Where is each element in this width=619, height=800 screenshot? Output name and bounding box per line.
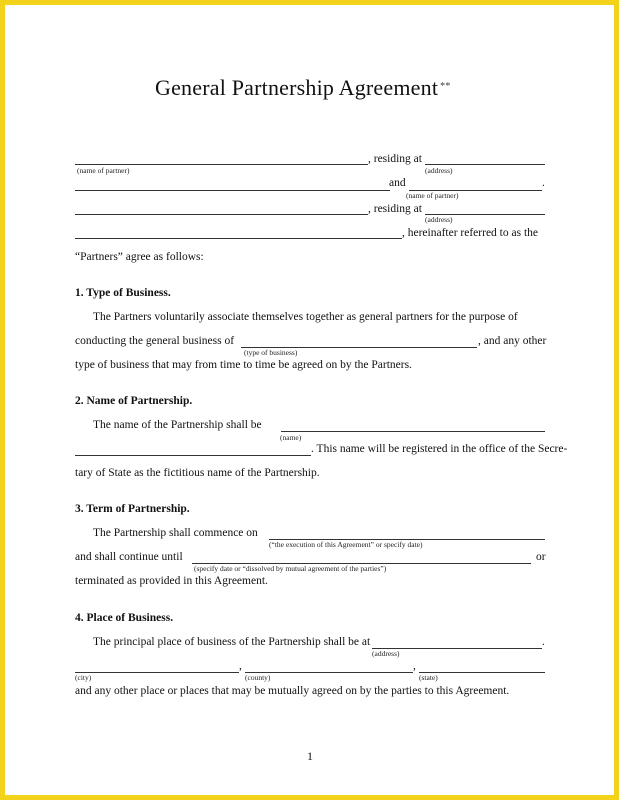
partnership-name-line-2-blank[interactable] [75,455,311,456]
county-label: (county) [245,673,271,682]
section-4-line-3: and any other place or places that may be mutually agreed on by the parties to this Agreement. [75,685,510,697]
section-3-heading: 3. Term of Partnership. [75,503,190,515]
name-label: (name) [280,433,302,442]
partner-2-line-blank[interactable] [75,214,368,215]
partner-1-address-blank[interactable] [425,164,545,165]
city-blank[interactable] [75,672,239,673]
section-1-line-3: type of business that may from time to time be agreed on by the Partners. [75,359,412,371]
partner-1-address-line-blank[interactable] [75,190,390,191]
partner-1-name-blank[interactable] [75,164,368,165]
section-4-heading: 4. Place of Business. [75,612,174,624]
business-address-label: (address) [372,649,400,658]
section-1-line-2a: conducting the general business of [75,335,235,347]
section-1-line-1: The Partners voluntarily associate themselves together as general partners for the purpose of [93,311,518,323]
section-3-line-2b: or [536,551,546,563]
continue-until-label: (specify date or “dissolved by mutual agreement of the parties”) [194,564,387,573]
partner-2-address-line-blank[interactable] [75,238,402,239]
address-label-2: (address) [425,215,453,224]
section-2-line-2: . This name will be registered in the office of the Secre- [311,443,568,455]
partners-agree-text: “Partners” agree as follows: [75,251,204,263]
hereinafter-text: , hereinafter referred to as the [402,227,539,239]
partnership-name-blank[interactable] [281,431,545,432]
state-label: (state) [419,673,438,682]
section-1-line-2b: , and any other [478,335,547,347]
section-4-line-1: The principal place of business of the Partnership shall be at [93,636,371,648]
type-of-business-label: (type of business) [244,348,298,357]
residing-at-text-2: , residing at [368,203,422,215]
section-2-heading: 2. Name of Partnership. [75,395,193,407]
and-text: and [389,177,406,189]
section-3-line-2a: and shall continue until [75,551,183,563]
page-number: 1 [307,749,313,763]
section-2-line-3: tary of State as the fictitious name of the Partnership. [75,467,320,479]
section-3-line-1: The Partnership shall commence on [93,527,258,539]
comma-2: , [413,660,416,672]
comma-1: , [239,660,242,672]
address-label-1: (address) [425,166,453,175]
section-4-period: . [542,636,545,648]
city-label: (city) [75,673,92,682]
document-title: General Partnership Agreement ** [155,75,451,100]
residing-at-text-1: , residing at [368,153,422,165]
commence-label: (“the execution of this Agreement” or specify date) [269,540,423,549]
name-of-partner-label-2: (name of partner) [406,191,459,200]
name-of-partner-label-1: (name of partner) [77,166,130,175]
section-2-line-1: The name of the Partnership shall be [93,419,262,431]
period-1: . [542,177,545,189]
section-3-line-3: terminated as provided in this Agreement. [75,575,268,587]
title-mark: ** [440,81,451,92]
section-1-heading: 1. Type of Business. [75,287,171,299]
